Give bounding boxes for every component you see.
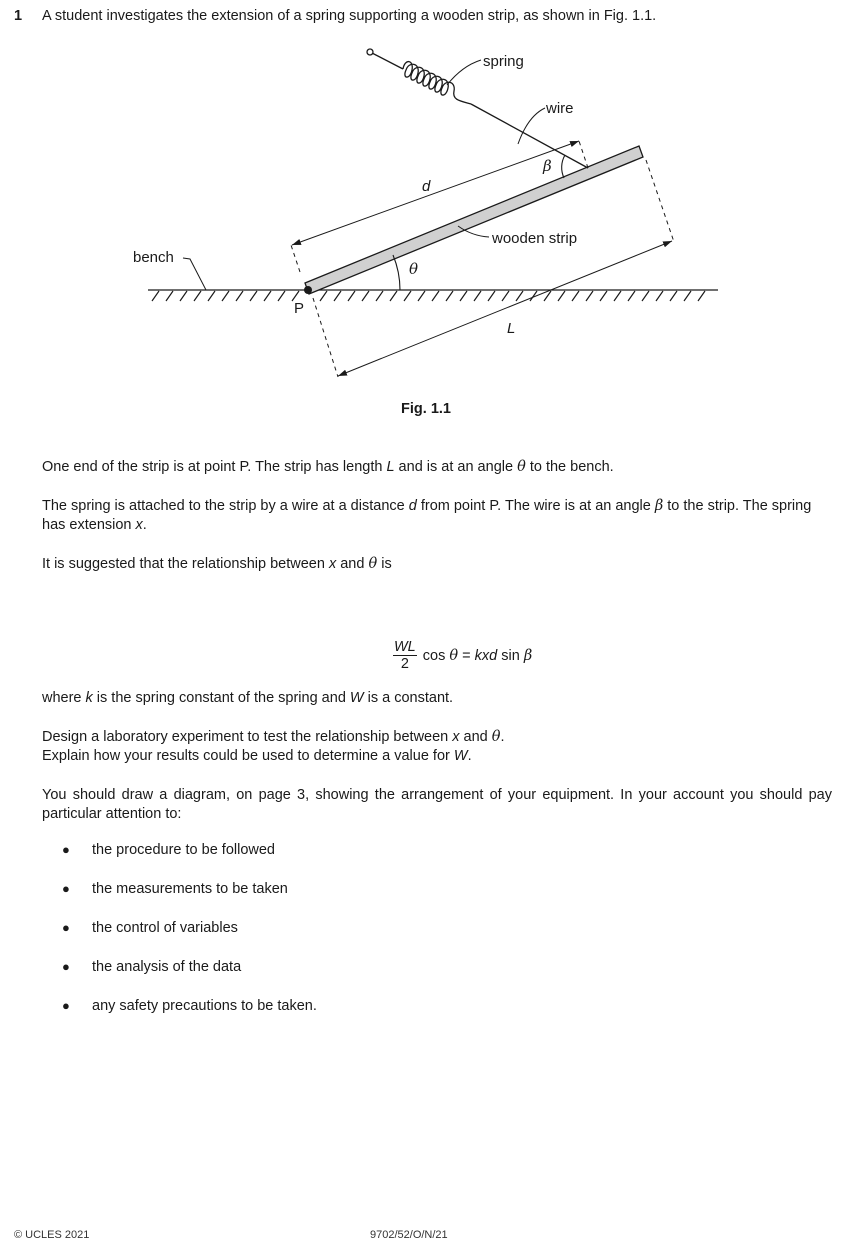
paragraph-wire: The spring is attached to the strip by a wire at a distance d from point P. The wire is at an angle β to the strip. The spring has extension x.	[42, 498, 812, 533]
equation-fraction: $\frac{WL}{2}$	[394, 639, 416, 672]
label-d: d	[422, 178, 431, 195]
label-bench: bench	[133, 249, 174, 266]
label-theta: θ	[409, 260, 419, 278]
figure-caption: Fig. 1.1	[401, 401, 451, 417]
label-wire: wire	[546, 100, 574, 117]
theta-arc	[393, 255, 400, 290]
paragraph-strip: One end of the strip is at point P. The strip has length L and is at an angle θ to the bench.	[42, 459, 614, 475]
label-p: P	[294, 300, 305, 317]
question-intro: A student investigates the extension of a spring supporting a wooden strip, as shown in Fig. 1.1.	[42, 8, 657, 24]
leader-lines	[183, 60, 545, 290]
spring-coil	[367, 49, 471, 104]
relationship-equation: $\frac{WL}{2}$ cos θ = kxd sin β	[394, 639, 533, 672]
footer-copyright: © UCLES 2021	[14, 1229, 90, 1241]
paragraph-design: Design a laboratory experiment to test the relationship between x and θ.	[42, 729, 505, 745]
dimension-dashes	[290, 138, 674, 377]
label-wooden-strip: wooden strip	[492, 230, 578, 247]
wooden-strip	[305, 146, 643, 294]
figure-1-1	[0, 30, 852, 390]
paragraph-where: where k is the spring constant of the spring and W is a constant.	[42, 690, 454, 706]
paragraph-explain: Explain how your results could be used to determine a value for W.	[42, 748, 472, 764]
label-beta: β	[543, 157, 552, 175]
label-l: L	[507, 320, 516, 337]
footer-paper-code: 9702/52/O/N/21	[370, 1229, 448, 1241]
pivot-point-p	[304, 286, 312, 294]
bench-surface	[148, 290, 718, 301]
label-spring: spring	[483, 53, 524, 70]
beta-arc	[562, 155, 565, 178]
question-number: 1	[14, 8, 23, 24]
paragraph-instructions: You should draw a diagram, on page 3, showing the arrangement of your equipment. In your account you should pay particular attention to:	[42, 787, 832, 822]
paragraph-suggestion: It is suggested that the relationship between x and θ is	[42, 556, 392, 572]
